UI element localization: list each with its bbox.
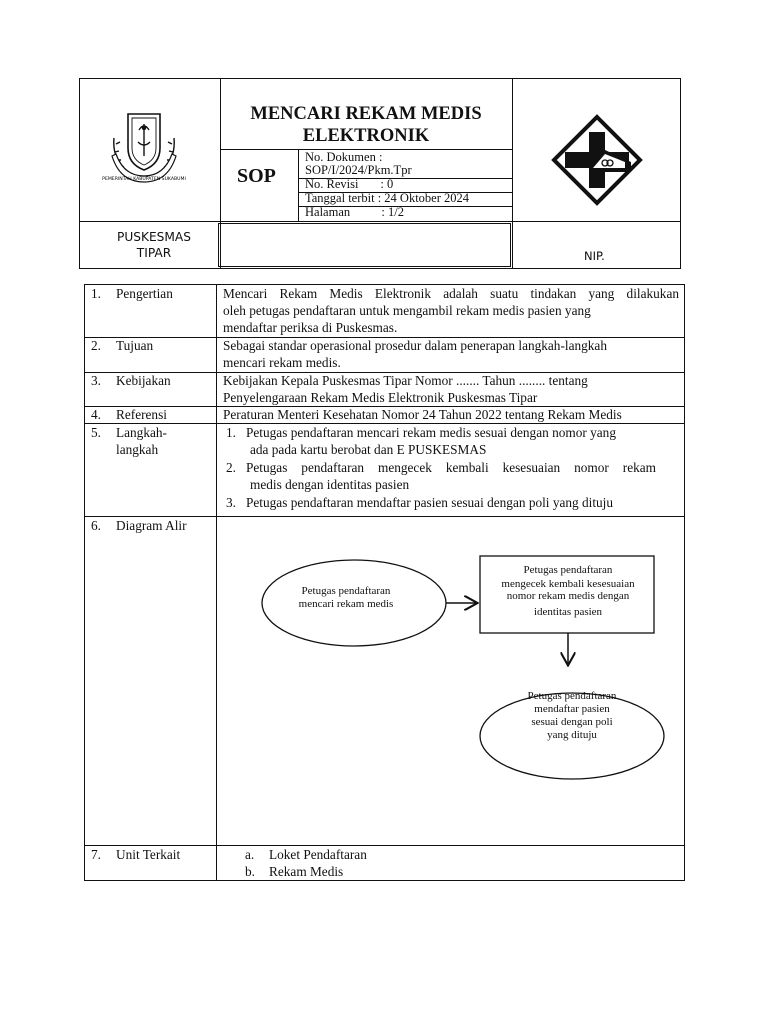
org-line-1: PUSKESMAS <box>116 230 192 244</box>
text-line: oleh petugas pendaftaran untuk mengambil rekam medis pasien yang <box>223 303 591 318</box>
step-text-line: Petugas pendaftaran mencari rekam medis sesuai dengan nomor yang <box>246 425 616 440</box>
step-text-line: Petugas pendaftaran mengecek kembali kesesuaian nomor rekam <box>246 460 656 475</box>
text-line: yang dituju <box>547 729 597 741</box>
step-text-line: Petugas pendaftaran mendaftar pasien sesuai dengan poli yang dituju <box>246 495 614 510</box>
org-line-2: TIPAR <box>136 246 172 260</box>
text-line: nomor rekam medis dengan <box>506 590 630 602</box>
flow-node-end-label <box>502 690 642 742</box>
step-item <box>226 459 681 494</box>
revision-number: No. Revisi : 0 <box>305 177 394 191</box>
label-line: langkah <box>116 442 159 457</box>
text-line: Petugas pendaftaran <box>301 585 391 597</box>
reference-text: Peraturan Menteri Kesehatan Nomor 24 Tahun 2022 tentang Rekam Medis <box>223 407 622 422</box>
unit-text: Rekam Medis <box>269 864 344 879</box>
sop-label: SOP <box>237 165 276 187</box>
text-line: mendaftar pasien <box>534 703 610 715</box>
organization-name <box>80 229 228 261</box>
step-text-line: medis dengan identitas pasien <box>250 477 410 492</box>
row-label-unit: Unit Terkait <box>116 847 181 862</box>
text-line: Petugas pendaftaran <box>523 564 613 576</box>
flow-node-start-label <box>276 585 416 611</box>
row-number: 4. <box>91 407 101 422</box>
text-line: Kebijakan Kepala Puskesmas Tipar Nomor ....... Tahun ........ tentang <box>223 373 588 388</box>
signature-box <box>218 223 511 267</box>
title-line-2: ELEKTRONIK <box>302 126 430 146</box>
label-line: Langkah- <box>116 425 167 440</box>
related-units-list <box>245 846 675 880</box>
doc-number-value: SOP/I/2024/Pkm.Tpr <box>305 163 412 177</box>
unit-marker: a. <box>245 847 255 862</box>
row-number: 5. <box>91 425 101 440</box>
row-number: 2. <box>91 338 101 353</box>
row-label-pengertian: Pengertian <box>116 286 173 301</box>
row-label-tujuan: Tujuan <box>116 338 154 353</box>
unit-item <box>245 846 675 863</box>
unit-text: Loket Pendaftaran <box>269 847 367 862</box>
row-label-kebijakan: Kebijakan <box>116 373 171 388</box>
row-number: 7. <box>91 847 101 862</box>
page-title <box>220 103 512 147</box>
step-item <box>226 494 681 514</box>
step-item <box>226 424 681 459</box>
row-label-diagram: Diagram Alir <box>116 518 187 533</box>
page-number: Halaman : 1/2 <box>305 205 404 219</box>
step-number: 1. <box>226 425 236 440</box>
text-line: Sebagai standar operasional prosedur dalam penerapan langkah-langkah <box>223 338 607 353</box>
text-line: Penyelengaraan Rekam Medis Elektronik Puskesmas Tipar <box>223 390 538 405</box>
text-line: Petugas pendaftaran <box>527 690 617 702</box>
seal-text: PEMERINTAH KABUPATEN SUKABUMI <box>102 177 186 182</box>
text-line: mengecek kembali kesesuaian <box>501 578 635 590</box>
text-line: identitas pasien <box>533 606 603 618</box>
step-text-line: ada pada kartu berobat dan E PUSKESMAS <box>250 442 487 457</box>
row-label-langkah <box>116 424 167 458</box>
row-number: 6. <box>91 518 101 533</box>
row-number: 3. <box>91 373 101 388</box>
text-line: mendaftar periksa di Puskesmas. <box>223 320 398 335</box>
nip-label: NIP. <box>584 249 605 263</box>
step-number: 2. <box>226 460 236 475</box>
doc-number-label: No. Dokumen : <box>305 150 383 164</box>
regency-seal-logo <box>102 108 186 186</box>
text-line: Mencari Rekam Medis Elektronik adalah suatu tindakan yang dilakukan <box>223 286 679 301</box>
step-number: 3. <box>226 495 236 510</box>
row-number: 1. <box>91 286 101 301</box>
steps-list <box>226 424 681 514</box>
unit-item <box>245 863 675 880</box>
purpose-text <box>223 337 679 371</box>
title-line-1: MENCARI REKAM MEDIS <box>250 104 482 124</box>
policy-text <box>223 372 679 406</box>
definition-text <box>223 285 679 336</box>
text-line: mencari rekam medis <box>298 598 394 610</box>
puskesmas-logo <box>551 114 643 206</box>
text-line: sesuai dengan poli <box>531 716 613 728</box>
row-label-referensi: Referensi <box>116 407 167 422</box>
unit-marker: b. <box>245 864 255 879</box>
flow-node-process-label <box>482 564 654 618</box>
text-line: mencari rekam medis. <box>223 355 341 370</box>
issue-date: Tanggal terbit : 24 Oktober 2024 <box>305 191 470 205</box>
